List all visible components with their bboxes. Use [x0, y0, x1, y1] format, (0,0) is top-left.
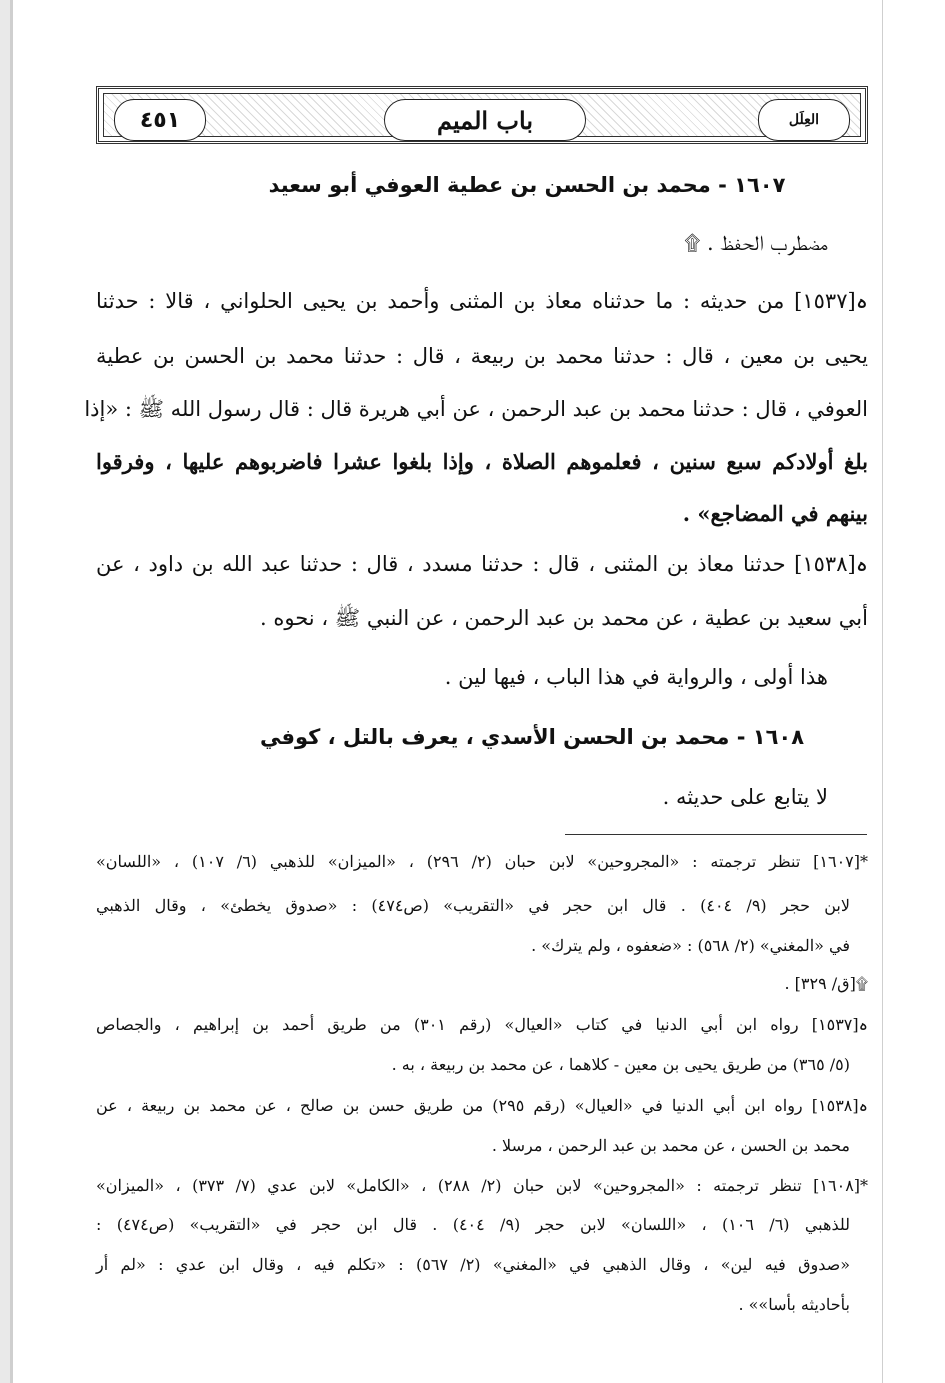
hadith-1538-line: ہ[١٥٣٨] حدثنا معاذ بن المثنى ، قال : حدثنا مسدد ، قال : حدثنا عبد الله بن داود ، عن	[96, 552, 868, 576]
footnote-line: «صدوق فيه لين» ، وقال الذهبي في «المغني» (٢/ ٥٦٧) : «تكلم فيه ، وقال ابن عدي : «لم أر	[96, 1255, 850, 1274]
footnote-line: ۩[ق/ ٣٢٩] .	[784, 974, 868, 993]
footnote-line: (٥/ ٣٦٥) من طريق يحيى بن معين - كلاهما ، عن محمد بن ربيعة ، به .	[391, 1055, 850, 1074]
footnotes	[84, 0, 869, 1383]
hadith-1538-line: أبي سعيد بن عطية ، عن محمد بن عبد الرحمن ، عن النبي ﷺ ، نحوه .	[260, 606, 868, 630]
entry-text-1607: مضطرب الحفظ . ۩	[684, 231, 828, 255]
chapter-title: باب الميم	[437, 105, 534, 135]
hadith-1537-line: يحيى بن معين ، قال : حدثنا محمد بن ربيعة ، قال : حدثنا محمد بن الحسن بن عطية	[96, 344, 868, 368]
footnote-line: للذهبي (٦/ ١٠٦) ، «اللسان» لابن حجر (٩/ ٤٠٤) . قال ابن حجر في «التقريب» (ص٤٧٤) :	[96, 1215, 851, 1234]
entry-text-1608: لا يتابع على حديثه .	[662, 785, 828, 809]
footnote-line: بأحاديثه بأسا»» .	[738, 1295, 850, 1314]
footnote-line: محمد بن الحسن ، عن محمد بن عبد الرحمن ، مرسلا .	[491, 1136, 850, 1155]
page-right-rule	[882, 0, 883, 1383]
footnote-line: لابن حجر (٩/ ٤٠٤) . قال ابن حجر في «التقريب» (ص٤٧٤) : «صدوق يخطئ» ، وقال الذهبي	[96, 896, 851, 915]
entry-heading-1607: ١٦٠٧ - محمد بن الحسن بن عطية العوفي أبو سعيد	[268, 173, 786, 197]
page-edge-shadow	[0, 0, 10, 1383]
footnote-line: *[١٦٠٨] تنظر ترجمته : «المجروحين» لابن حبان (٢/ ٢٨٨) ، «الكامل» لابن عدي (٧/ ٣٧٣) ، «الميزان»	[96, 1176, 869, 1195]
page-number: ٤٥١	[139, 107, 181, 133]
footnote-line: ہ[١٥٣٧] رواه ابن أبي الدنيا في كتاب «العيال» (رقم ٣٠١) من طريق أحمد بن إبراهيم ، والجصاص	[96, 1015, 868, 1034]
book-emblem-text: العِلَل	[788, 112, 820, 128]
footnote-line: ہ[١٥٣٨] رواه ابن أبي الدنيا في «العيال» (رقم ٢٩٥) من طريق حسن بن صالح ، عن محمد بن ربيعة ، عن	[96, 1096, 869, 1115]
page-edge-line	[10, 0, 13, 1383]
hadith-1538-comment: هذا أولى ، والرواية في هذا الباب ، فيها لين .	[444, 665, 828, 689]
hadith-1537-line: ہ[١٥٣٧] من حديثه : ما حدثناه معاذ بن المثنى وأحمد بن يحيى الحلواني ، قالا : حدثنا	[96, 289, 868, 313]
entry-heading-1608: ١٦٠٨ - محمد بن الحسن الأسدي ، يعرف بالتل ، كوفي	[259, 725, 805, 749]
hadith-1537-line: العوفي ، قال : حدثنا محمد بن عبد الرحمن ، عن أبي هريرة قال : قال رسول الله ﷺ : «إذا	[84, 397, 868, 421]
hadith-1537-line: بينهم في المضاجع» .	[682, 501, 868, 526]
footnote-line: *[١٦٠٧] تنظر ترجمته : «المجروحين» لابن حبان (٢/ ٢٩٦) ، «الميزان» للذهبي (٦/ ١٠٧) ، «اللسان»	[96, 852, 869, 871]
footnote-line: في «المغني» (٢/ ٥٦٨) : «ضعفوه ، ولم يترك» .	[531, 936, 850, 955]
hadith-1537-line: بلغ أولادكم سبع سنين ، فعلموهم الصلاة ، وإذا بلغوا عشرا فاضربوهم عليها ، وفرقوا	[96, 449, 868, 474]
